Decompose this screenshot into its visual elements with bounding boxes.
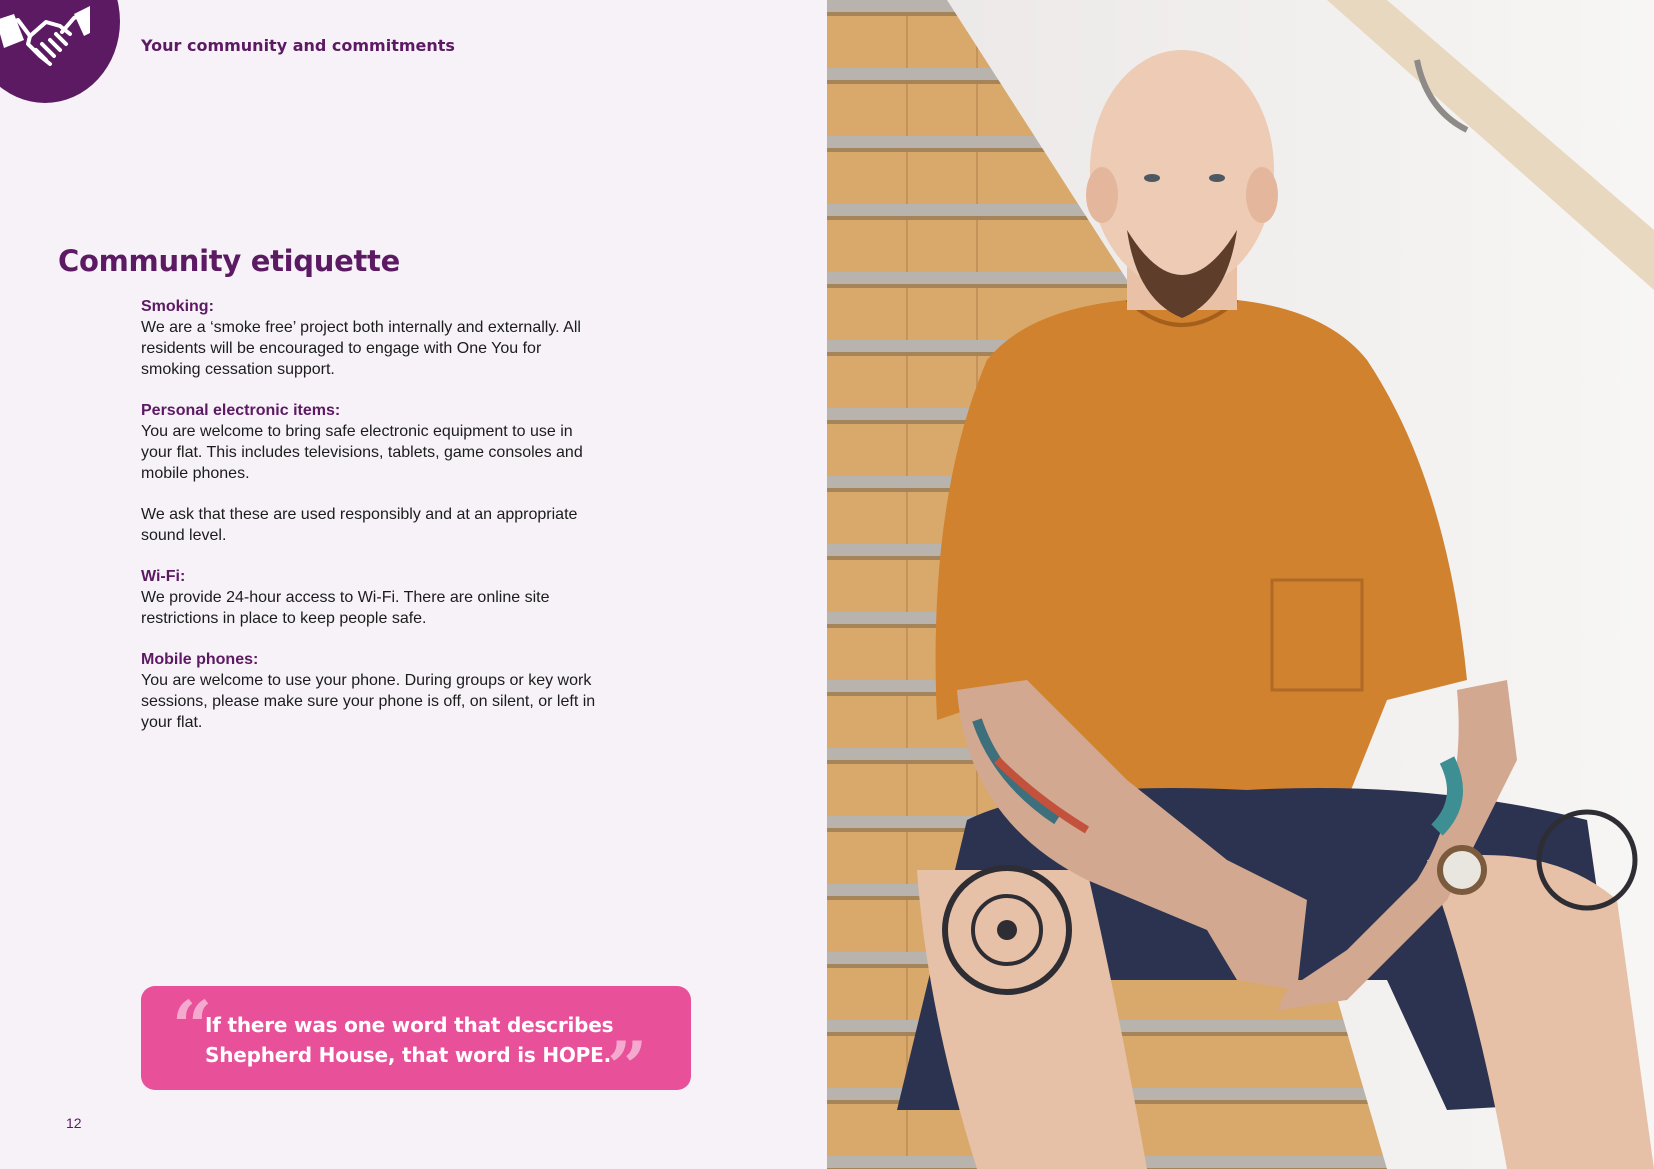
wifi-section [141,566,601,629]
section-text: We are a ‘smoke free’ project both internally and externally. All residents will be encouraged to engage with One You for smoking cessation support. [141,319,581,378]
section-badge [0,0,120,103]
section-heading: Wi-Fi: [141,568,186,585]
portrait-photo [827,0,1654,1169]
open-quote-icon: “ [172,985,213,1068]
smoking-section [141,296,601,380]
section-heading: Mobile phones: [141,651,259,668]
section-heading: Smoking: [141,298,214,315]
handshake-icon [0,0,90,90]
quote-box [141,985,691,1109]
section-text: You are welcome to use your phone. During groups or key work sessions, please make sure your phone is off, on silent, or left in your flat. [141,672,596,731]
section-text: You are welcome to bring safe electronic equipment to use in your flat. This includes televisions, tablets, game consoles and mobile phones. [141,423,583,482]
section-heading: Personal electronic items: [141,402,341,419]
section-title: Your community and commitments [141,36,455,55]
quote-text: If there was one word that describes Shepherd House, that word is HOPE. [205,1013,614,1067]
page-heading: Community etiquette [58,244,400,278]
mobile-phones-section [141,649,601,733]
section-text: We provide 24-hour access to Wi-Fi. There are online site restrictions in place to keep people safe. [141,589,550,627]
page-number: 12 [66,1115,82,1131]
electronics-section [141,400,601,546]
etiquette-content [141,296,601,753]
section-text: We ask that these are used responsibly and at an appropriate sound level. [141,506,578,544]
close-quote-icon: ” [607,1026,648,1109]
photo-illustration [827,0,1654,1169]
